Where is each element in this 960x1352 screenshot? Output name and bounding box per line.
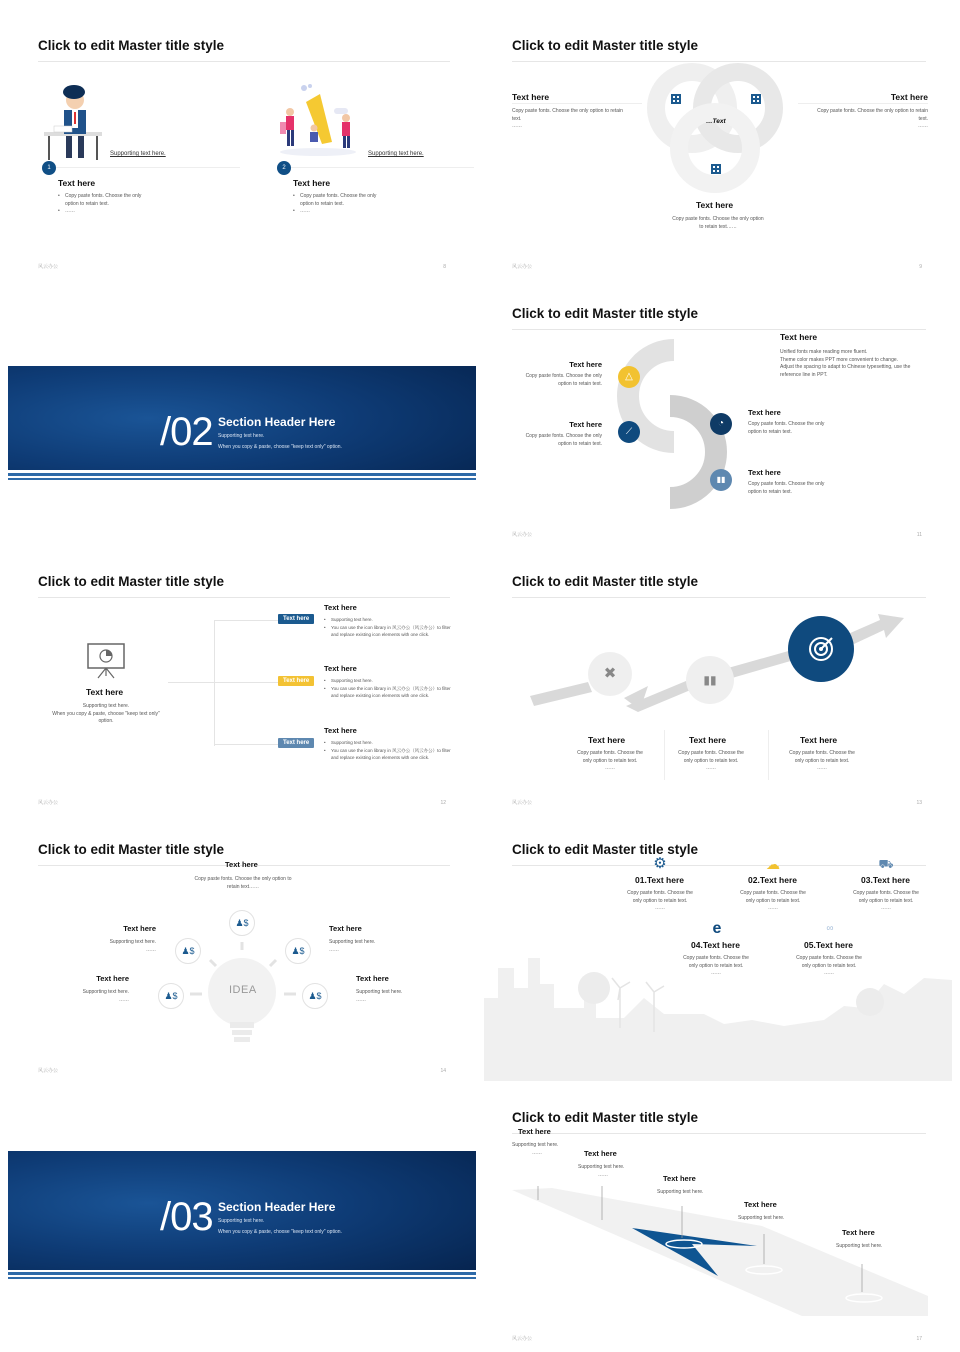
divider-2 <box>284 167 474 168</box>
item-title-5: 05.Text here <box>804 940 853 950</box>
car-icon: ⛟ <box>878 857 894 871</box>
bullet: • …… <box>58 208 141 216</box>
item-title-3: Text here <box>96 974 129 983</box>
item-text-3: Copy paste fonts. Choose the only option to retain text. …… <box>853 890 919 912</box>
page-number: 14 <box>440 1068 446 1074</box>
step-title-3: Text here <box>663 1174 696 1183</box>
item-text-3: Supporting text here. …… <box>82 989 129 1003</box>
building-icon <box>710 162 722 174</box>
center-title: Text here <box>86 687 124 697</box>
three-ring-diagram <box>650 64 780 194</box>
step-text-4: Supporting text here. <box>738 1215 785 1221</box>
building-icon <box>670 92 682 104</box>
bullet: • You can use the icon library in 风云办公（风云办公）to filter and replace existing icon elements with one click. <box>324 624 451 639</box>
item-title-4: 04.Text here <box>691 940 740 950</box>
col-divider <box>768 730 769 780</box>
section-number: /02 <box>160 410 213 454</box>
step-title-1: Text here <box>518 1127 551 1136</box>
item-text-2: Copy paste fonts. Choose the only option to retain text. …… <box>740 890 806 912</box>
col-text-2: Copy paste fonts. Choose the only option to retain text. …… <box>678 750 744 772</box>
col-title-1: Text here <box>588 735 626 745</box>
footer-brand: 风云办公 <box>38 1068 59 1074</box>
item-title-1: Text here <box>123 924 156 933</box>
right-text: Copy paste fonts. Choose the only option to retain text. …… <box>817 108 928 130</box>
tools-icon-circle: ✖ <box>588 652 632 696</box>
card-title-1: Text here <box>58 178 96 188</box>
slide-title: Click to edit Master title style <box>38 574 225 589</box>
page-number: 9 <box>919 264 922 270</box>
section-banner <box>8 366 476 497</box>
person-money-icon: ♟$ <box>158 983 184 1009</box>
bar-chart-icon: ▮▮ <box>710 469 732 491</box>
left-title: Text here <box>512 92 550 102</box>
title-rule <box>512 1133 926 1134</box>
banner-stripe <box>8 473 476 476</box>
bottom-title: Text here <box>696 200 734 210</box>
bulb-rays <box>188 938 298 998</box>
card-bullets-2 <box>293 193 376 216</box>
item-title-4: Text here <box>356 974 389 983</box>
divider-1 <box>50 167 240 168</box>
person-money-icon: ♟$ <box>175 938 201 964</box>
left-item-2-text: Copy paste fonts. Choose the only option to retain text. <box>525 433 602 447</box>
left-item-1-text: Copy paste fonts. Choose the only option to retain text. <box>525 373 602 387</box>
bullet-text: option to retain text. <box>300 200 344 207</box>
item-text-2: Supporting text here. …… <box>329 939 376 953</box>
building-icon <box>750 92 762 104</box>
chart-icon: ⟋ <box>618 421 640 443</box>
step-badge-1: 1 <box>42 161 56 175</box>
bullet: • Supporting text here. <box>324 739 451 747</box>
connector <box>214 620 215 746</box>
slide-9[interactable] <box>484 14 952 277</box>
bullet <box>58 193 141 208</box>
item-tag-1: Text here <box>278 614 314 624</box>
section-line-1: Supporting text here. <box>218 433 265 439</box>
slide-16-section[interactable] <box>8 1086 476 1349</box>
step-badge-2: 2 <box>277 161 291 175</box>
person-money-icon: ♟$ <box>285 938 311 964</box>
item-bullets-3 <box>324 739 451 762</box>
businessman-illustration <box>42 84 112 164</box>
bullet-text: Copy paste fonts. Choose the only <box>300 193 377 199</box>
page-number: 13 <box>916 800 922 806</box>
slide-13[interactable] <box>484 550 952 813</box>
step-title-5: Text here <box>842 1228 875 1237</box>
person-money-icon: ♟$ <box>302 983 328 1009</box>
footer-brand: 风云办公 <box>38 264 59 270</box>
banner-stripe <box>8 1272 476 1275</box>
idea-label: IDEA <box>229 984 257 996</box>
page-number: 12 <box>440 800 446 806</box>
bullet: • You can use the icon library in 风云办公（风云办公）to filter and replace existing icon elements with one click. <box>324 747 451 762</box>
item-text-5: Copy paste fonts. Choose the only option to retain text. …… <box>796 955 862 977</box>
banner-stripe <box>8 1277 476 1279</box>
chart-icon-circle: ▮▮ <box>686 656 734 704</box>
section-number: /03 <box>160 1195 213 1239</box>
footer-brand: 风云办公 <box>512 800 533 806</box>
left-item-1-title: Text here <box>569 360 602 369</box>
connector <box>214 744 278 745</box>
presentation-icon <box>86 642 126 680</box>
title-rule <box>512 61 926 62</box>
top-text: Copy paste fonts. Choose the only option to retain text…… <box>194 876 292 890</box>
top-title: Text here <box>780 332 818 342</box>
step-text-5: Supporting text here. <box>836 1243 883 1249</box>
col-text-3: Copy paste fonts. Choose the only option to retain text. …… <box>789 750 855 772</box>
item-title-3: 03.Text here <box>861 875 910 885</box>
item-title-1: 01.Text here <box>635 875 684 885</box>
item-text-1: Supporting text here. …… <box>109 939 156 953</box>
section-line-2: When you copy & paste, choose "keep text only" option. <box>218 444 342 450</box>
slide-11[interactable] <box>484 282 952 545</box>
item-tag-3: Text here <box>278 738 314 748</box>
item-tag-2: Text here <box>278 676 314 686</box>
left-line <box>512 103 642 104</box>
step-text-2: Supporting text here. …… <box>578 1164 625 1178</box>
item-title-2: Text here <box>324 664 357 673</box>
bullet: • …… <box>293 208 376 216</box>
item-bullets-2 <box>324 677 451 700</box>
banner-stripe <box>8 478 476 480</box>
right-title: Text here <box>890 92 928 102</box>
footer-brand: 风云办公 <box>512 264 533 270</box>
cloud-icon: ☁ <box>766 856 780 872</box>
section-title: Section Header Here <box>218 1200 336 1214</box>
page-number: 8 <box>443 264 446 270</box>
title-rule <box>38 597 450 598</box>
supporting-text-1: Supporting text here. <box>110 151 166 157</box>
slide-title: Click to edit Master title style <box>512 842 699 857</box>
col-text-1: Copy paste fonts. Choose the only option to retain text. …… <box>577 750 643 772</box>
road-graphic <box>512 1186 928 1326</box>
item-text-1: Copy paste fonts. Choose the only option to retain text. …… <box>627 890 693 912</box>
left-text: Copy paste fonts. Choose the only option to retain text. …… <box>512 108 623 130</box>
item-title-2: 02.Text here <box>748 875 797 885</box>
connector <box>168 682 278 683</box>
ie-icon: e <box>712 920 722 937</box>
slide-title: Click to edit Master title style <box>512 574 699 589</box>
top-text: Unified fonts make reading more fluent. Theme color makes PPT more convenient to change. Adjust the spacing to adapt to Chinese typesetting, use the reference line in PPT. <box>780 349 911 378</box>
step-title-2: Text here <box>584 1149 617 1158</box>
title-rule <box>512 865 926 866</box>
supporting-text-2: Supporting text here. <box>368 151 424 157</box>
bullet-text: Copy paste fonts. Choose the only <box>65 193 142 199</box>
section-title: Section Header Here <box>218 415 336 429</box>
page-number: 17 <box>916 1336 922 1342</box>
footer-brand: 风云办公 <box>512 1336 533 1342</box>
slide-17[interactable] <box>484 1086 952 1349</box>
slide-10-section[interactable] <box>8 282 476 545</box>
target-icon-circle <box>788 616 854 682</box>
item-text-4: Copy paste fonts. Choose the only option to retain text. …… <box>683 955 749 977</box>
title-rule <box>38 61 450 62</box>
step-text-3: Supporting text here. <box>657 1189 704 1195</box>
target-icon <box>808 636 834 662</box>
item-title-2: Text here <box>329 924 362 933</box>
item-text-4: Supporting text here. …… <box>356 989 403 1003</box>
person-money-icon: ♟$ <box>229 910 255 936</box>
slide-title: Click to edit Master title style <box>512 38 699 53</box>
slide-12[interactable] <box>8 550 476 813</box>
footer-brand: 风云办公 <box>38 800 59 806</box>
left-item-2-title: Text here <box>569 420 602 429</box>
slide-15[interactable] <box>484 818 952 1081</box>
top-title: Text here <box>225 860 258 869</box>
footer-brand: 风云办公 <box>512 532 533 538</box>
card-title-2: Text here <box>293 178 331 188</box>
bullet-text: option to retain text. <box>65 200 109 207</box>
slide-title: Click to edit Master title style <box>38 38 225 53</box>
right-item-1-text: Copy paste fonts. Choose the only option to retain text. <box>748 421 825 435</box>
section-line-1: Supporting text here. <box>218 1218 265 1224</box>
center-text: …Text <box>706 118 726 125</box>
warning-icon: △ <box>618 366 640 388</box>
bottom-text: Copy paste fonts. Choose the only option to retain text…… <box>672 216 764 230</box>
slide-title: Click to edit Master title style <box>512 306 699 321</box>
title-rule <box>512 597 926 598</box>
slide-8[interactable] <box>8 14 476 277</box>
slide-title: Click to edit Master title style <box>512 1110 699 1125</box>
col-title-3: Text here <box>800 735 838 745</box>
item-title-1: Text here <box>324 603 357 612</box>
gear-icon: ⚙ <box>653 855 667 872</box>
slide-14[interactable] <box>8 818 476 1081</box>
clock-icon: ◔ <box>710 413 732 435</box>
bullet: • Supporting text here. <box>324 616 451 624</box>
section-line-2: When you copy & paste, choose "keep text only" option. <box>218 1229 342 1235</box>
bicycle-icon: ∞ <box>826 923 834 934</box>
right-item-2-title: Text here <box>748 468 781 477</box>
right-line <box>798 103 928 104</box>
right-item-1-title: Text here <box>748 408 781 417</box>
center-text: Supporting text here. When you copy & paste, choose "keep text only" option. <box>52 703 160 725</box>
step-title-4: Text here <box>744 1200 777 1209</box>
city-silhouette <box>484 928 952 1081</box>
page-number: 11 <box>916 532 922 538</box>
team-idea-illustration <box>276 82 361 162</box>
col-divider <box>664 730 665 780</box>
slide-title: Click to edit Master title style <box>38 842 225 857</box>
bullet <box>293 193 376 208</box>
title-rule <box>512 329 926 330</box>
col-title-2: Text here <box>689 735 727 745</box>
right-item-2-text: Copy paste fonts. Choose the only option to retain text. <box>748 481 825 495</box>
connector <box>214 620 278 621</box>
section-banner <box>8 1151 476 1282</box>
step-text-1: Supporting text here. …… <box>512 1142 559 1156</box>
card-bullets-1 <box>58 193 141 216</box>
item-title-3: Text here <box>324 726 357 735</box>
bullet: • You can use the icon library in 风云办公（风云办公）to filter and replace existing icon elements with one click. <box>324 685 451 700</box>
bullet: • Supporting text here. <box>324 677 451 685</box>
item-bullets-1 <box>324 616 451 639</box>
